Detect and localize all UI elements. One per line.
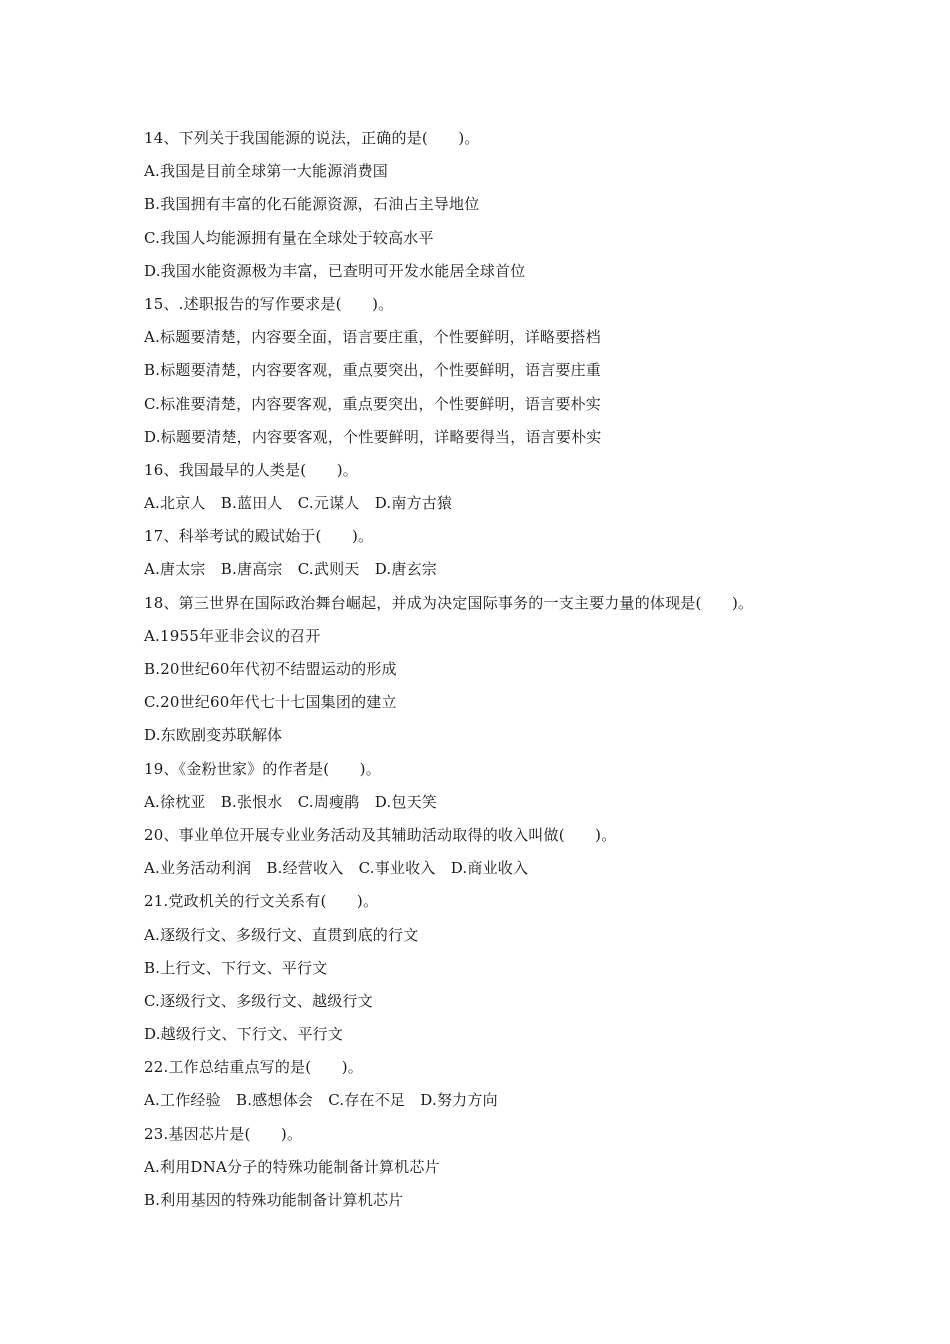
option-21-a: A.逐级行文、多级行文、直贯到底的行文 (144, 925, 419, 944)
option-21-b: B.上行文、下行文、平行文 (144, 958, 328, 977)
question-18: 18、第三世界在国际政治舞台崛起，并成为决定国际事务的一支主要力量的体现是( )。 (144, 593, 754, 612)
option-23-a: A.利用DNA分子的特殊功能制备计算机芯片 (144, 1157, 440, 1176)
option-14-c: C.我国人均能源拥有量在全球处于较高水平 (144, 228, 434, 247)
option-18-b: B.20世纪60年代初不结盟运动的形成 (144, 660, 397, 678)
question-23: 23.基因芯片是( )。 (144, 1124, 303, 1143)
question-19: 19、《金粉世家》的作者是( )。 (144, 759, 381, 778)
question-15: 15、.述职报告的写作要求是( )。 (144, 294, 394, 313)
question-14: 14、下列关于我国能源的说法，正确的是( )。 (144, 129, 480, 147)
option-14-a: A.我国是目前全球第一大能源消费国 (144, 162, 389, 181)
option-21-d: D.越级行文、下行文、平行文 (144, 1025, 344, 1044)
option-15-c: C.标准要清楚，内容要客观，重点要突出，个性要鲜明，语言要朴实 (144, 394, 601, 413)
option-15-d: D.标题要清楚，内容要客观，个性要鲜明，详略要得当，语言要朴实 (144, 427, 602, 446)
options-16: A.北京人 B.蓝田人 C.元谋人 D.南方古猿 (144, 494, 453, 513)
option-23-b: B.利用基因的特殊功能制备计算机芯片 (144, 1191, 404, 1209)
options-20: A.业务活动利润 B.经营收入 C.事业收入 D.商业收入 (144, 859, 529, 878)
question-text-block (144, 122, 864, 1217)
option-15-a: A.标题要清楚，内容要全面，语言要庄重，个性要鲜明，详略要搭档 (144, 328, 601, 347)
options-19: A.徐枕亚 B.张恨水 C.周瘦鹃 D.包天笑 (144, 792, 437, 811)
question-21: 21.党政机关的行文关系有( )。 (144, 892, 379, 911)
option-14-d: D.我国水能资源极为丰富，已查明可开发水能居全球首位 (144, 261, 526, 280)
option-18-a: A.1955年亚非会议的召开 (144, 626, 321, 645)
option-18-d: D.东欧剧变苏联解体 (144, 726, 283, 745)
question-20: 20、事业单位开展专业业务活动及其辅助活动取得的收入叫做( )。 (144, 825, 617, 844)
question-22: 22.工作总结重点写的是( )。 (144, 1058, 363, 1077)
option-14-b: B.我国拥有丰富的化石能源资源，石油占主导地位 (144, 195, 480, 214)
option-21-c: C.逐级行文、多级行文、越级行文 (144, 991, 373, 1010)
options-17: A.唐太宗 B.唐高宗 C.武则天 D.唐玄宗 (144, 560, 437, 579)
option-15-b: B.标题要清楚，内容要客观，重点要突出，个性要鲜明，语言要庄重 (144, 361, 601, 380)
options-22: A.工作经验 B.感想体会 C.存在不足 D.努力方向 (144, 1091, 498, 1110)
question-16: 16、我国最早的人类是( )。 (144, 460, 358, 479)
question-17: 17、科举考试的殿试始于( )。 (144, 527, 374, 546)
option-18-c: C.20世纪60年代七十七国集团的建立 (144, 693, 397, 712)
